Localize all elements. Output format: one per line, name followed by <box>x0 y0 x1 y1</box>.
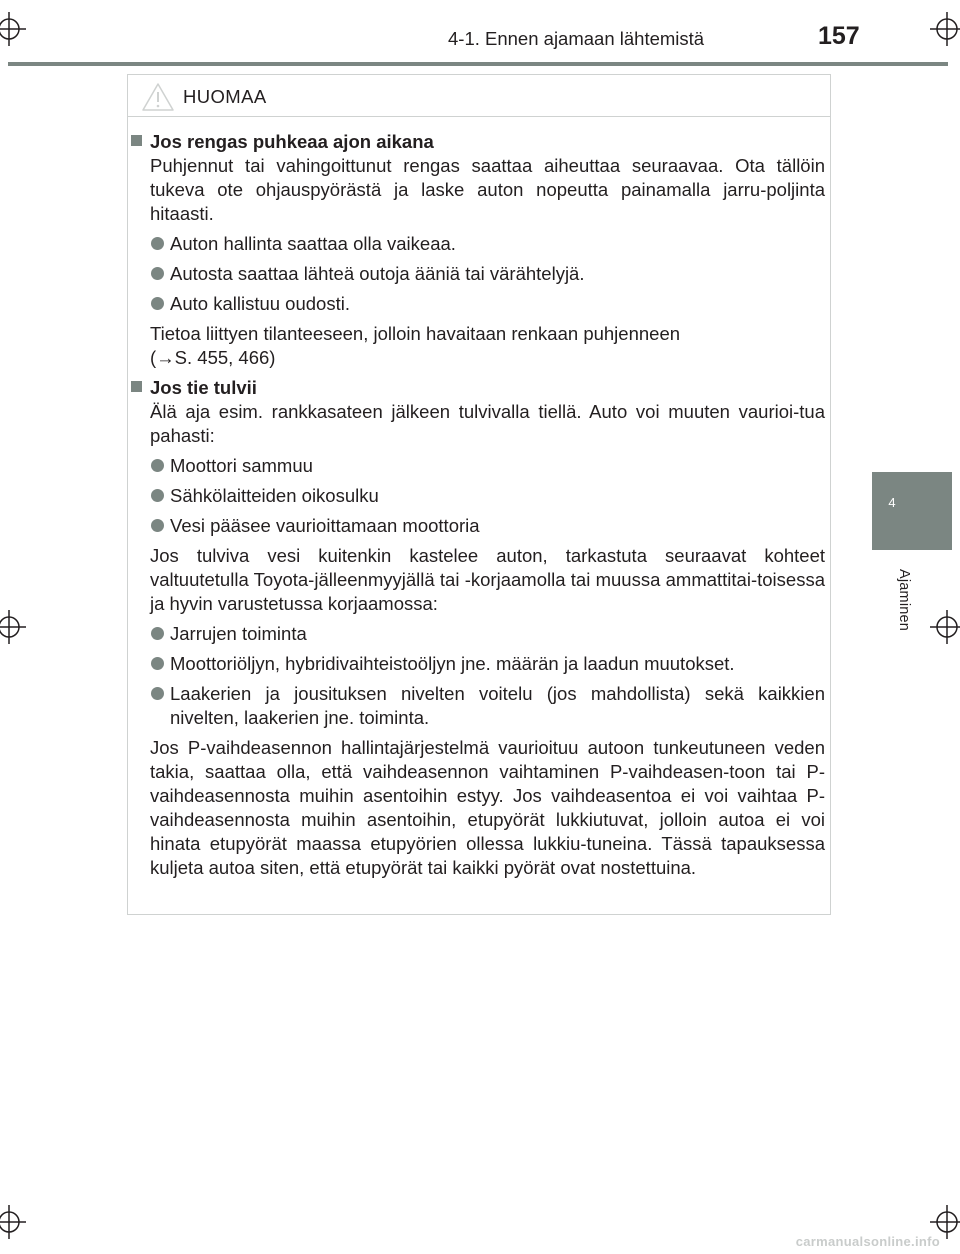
section-heading-text: Jos tie tulvii <box>150 377 257 398</box>
list-item <box>150 232 825 256</box>
reference-note-line: Tietoa liittyen tilanteeseen, jolloin havaitaan renkaan puhjenneen <box>150 323 681 344</box>
header-section-title: 4-1. Ennen ajamaan lähtemistä <box>448 28 705 49</box>
registration-mark-mid-left <box>0 610 26 644</box>
registration-mark-bottom-left <box>0 1205 26 1239</box>
round-bullet-icon <box>151 657 164 670</box>
header-rule <box>8 62 948 66</box>
list-item <box>150 514 825 538</box>
round-bullet-icon <box>151 687 164 700</box>
registration-mark-top-right <box>930 12 960 46</box>
list-item <box>150 454 825 478</box>
round-bullet-icon <box>151 237 164 250</box>
section-heading-text: Jos rengas puhkeaa ajon aikana <box>150 131 434 152</box>
list-item-text: Autosta saattaa lähteä outoja ääniä tai värähtelyjä. <box>170 263 585 284</box>
round-bullet-icon <box>151 519 164 532</box>
list-item <box>150 292 825 316</box>
list-item-text: Auton hallinta saattaa olla vaikeaa. <box>170 233 456 254</box>
section-heading-flat-tire <box>131 130 825 154</box>
square-bullet-icon <box>131 381 142 392</box>
chapter-tab <box>872 472 952 550</box>
list-item-text: Moottori sammuu <box>170 455 313 476</box>
list-item-text: Vesi pääsee vaurioittamaan moottoria <box>170 515 480 536</box>
round-bullet-icon <box>151 627 164 640</box>
round-bullet-icon <box>151 489 164 502</box>
paragraph: Jos tulviva vesi kuitenkin kastelee auton, tarkastuta seuraavat kohteet valtuutetulla Toyota-jälleenmyyjällä tai -korjaamolla tai muussa ammattitai-toisessa ja hyvin varustetussa korjaamossa: <box>150 545 825 614</box>
list-item-text: Auto kallistuu oudosti. <box>170 293 350 314</box>
watermark: carmanualsonline.info <box>795 1234 940 1249</box>
round-bullet-icon <box>151 297 164 310</box>
notice-header-divider <box>127 116 831 117</box>
reference-note <box>150 322 825 370</box>
section-heading-flooded-road <box>131 376 825 400</box>
paragraph: Jos P-vaihdeasennon hallintajärjestelmä vaurioituu autoon tunkeutuneen veden takia, saattaa olla, että vaihdeasennon vaihtaminen P-vaihdeasen-toon tai P-vaihdeasennosta muihin asentoihin estyy. Jos vaihdeasentoa ei voi vaihtaa P-vaihdeasennosta muihin asentoihin, etupyörät lukkiutuvat, jolloin autoa ei voi hinata etupyörät maassa etupyörien ollessa lukkiu-tuneina. Tässä tapauksessa kuljeta autoa siten, että etupyörät tai kaikki pyörät ovat nostettuina. <box>150 737 825 878</box>
list-item <box>150 622 825 646</box>
list-item <box>150 484 825 508</box>
page-number: 157 <box>818 22 860 50</box>
list-item <box>150 652 825 676</box>
paragraph: Älä aja esim. rankkasateen jälkeen tulvivalla tiellä. Auto voi muuten vaurioi-tua pahasti: <box>150 401 825 446</box>
list-item-text: Laakerien ja jousituksen nivelten voitelu (jos mahdollista) sekä kaikkien nivelten, laakerien jne. toiminta. <box>170 683 825 728</box>
list-item-text: Sähkölaitteiden oikosulku <box>170 485 379 506</box>
square-bullet-icon <box>131 135 142 146</box>
list-item <box>150 682 825 730</box>
chapter-tab-label: Ajaminen <box>896 568 912 632</box>
list-item <box>150 262 825 286</box>
list-item-text: Moottoriöljyn, hybridivaihteistoöljyn jne. määrän ja laadun muutokset. <box>170 653 735 674</box>
chapter-tab-number: 4 <box>888 495 896 510</box>
registration-mark-top-left <box>0 12 26 46</box>
warning-triangle-icon <box>141 82 175 112</box>
registration-mark-mid-right <box>930 610 960 644</box>
page-reference: (→S. 455, 466) <box>150 347 276 368</box>
list-item-text: Jarrujen toiminta <box>170 623 307 644</box>
round-bullet-icon <box>151 267 164 280</box>
round-bullet-icon <box>151 459 164 472</box>
notice-content <box>131 130 825 880</box>
paragraph: Puhjennut tai vahingoittunut rengas saattaa aiheuttaa seuraavaa. Ota tällöin tukeva ote ohjauspyörästä ja laske auton nopeutta painamalla jarru-poljinta hitaasti. <box>150 155 825 224</box>
notice-title: HUOMAA <box>183 86 267 107</box>
